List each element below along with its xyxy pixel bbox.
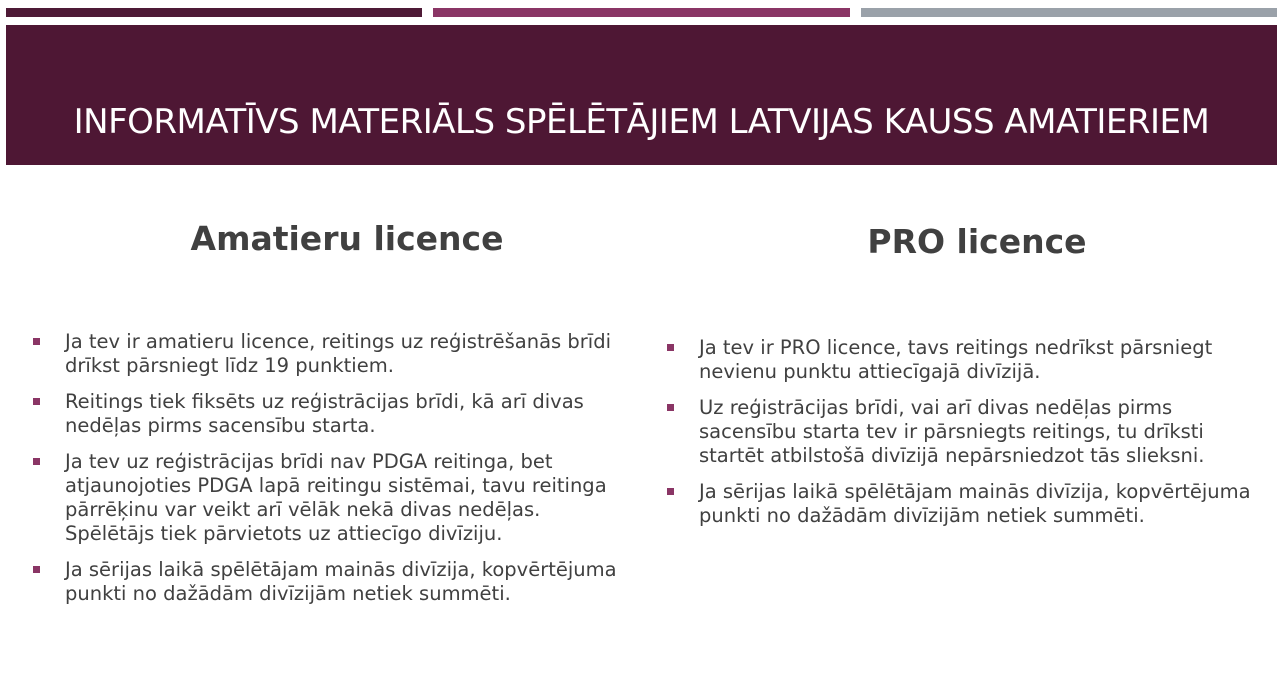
square-bullet-icon: [667, 344, 674, 351]
list-item: [30, 450, 630, 546]
list-item: [30, 330, 630, 378]
accent-bar-magenta: [433, 8, 850, 17]
square-bullet-icon: [33, 338, 40, 345]
square-bullet-icon: [667, 404, 674, 411]
amateur-licence-heading: Amatieru licence: [190, 219, 504, 258]
square-bullet-icon: [33, 398, 40, 405]
pro-licence-list: [664, 336, 1264, 540]
list-item-text: Reitings tiek fiksēts uz reģistrācijas brīdi, kā arī divas nedēļas pirms sacensību starta.: [65, 390, 584, 437]
title-banner: [6, 25, 1277, 165]
list-item-text: Ja tev ir PRO licence, tavs reitings nedrīkst pārsniegt nevienu punktu attiecīgajā divīzijā.: [699, 336, 1213, 383]
list-item-text: Ja tev ir amatieru licence, reitings uz reģistrēšanās brīdi drīkst pārsniegt līdz 19 punktiem.: [65, 330, 612, 377]
list-item-text: Ja sērijas laikā spēlētājam mainās divīzija, kopvērtējuma punkti no dažādām divīzijām netiek summēti.: [699, 480, 1251, 527]
slide-title: INFORMATĪVS MATERIĀLS SPĒLĒTĀJIEM LATVIJAS KAUSS AMATIERIEM: [73, 102, 1210, 142]
list-item: [664, 396, 1264, 468]
accent-bar-dark: [6, 8, 422, 17]
list-item: [30, 558, 630, 606]
list-item-text: Uz reģistrācijas brīdi, vai arī divas nedēļas pirms sacensību starta tev ir pārsniegts reitings, tu drīksti startēt atbilstošā divīzijā nepārsniedzot tās slieksni.: [699, 396, 1205, 467]
list-item: [30, 390, 630, 438]
list-item-text: Ja sērijas laikā spēlētājam mainās divīzija, kopvērtējuma punkti no dažādām divīzijām netiek summēti.: [65, 558, 617, 605]
pro-licence-heading: PRO licence: [867, 222, 1087, 261]
accent-bar-gray: [861, 8, 1277, 17]
square-bullet-icon: [667, 488, 674, 495]
square-bullet-icon: [33, 566, 40, 573]
amateur-licence-list: [30, 330, 630, 618]
list-item: [664, 336, 1264, 384]
list-item: [664, 480, 1264, 528]
square-bullet-icon: [33, 458, 40, 465]
list-item-text: Ja tev uz reģistrācijas brīdi nav PDGA reitinga, bet atjaunojoties PDGA lapā reitingu sistēmai, tavu reitinga pārrēķinu var veikt arī vēlāk nekā divas nedēļas. Spēlētājs tiek pārvietots uz attiecīgo divīziju.: [65, 450, 607, 545]
